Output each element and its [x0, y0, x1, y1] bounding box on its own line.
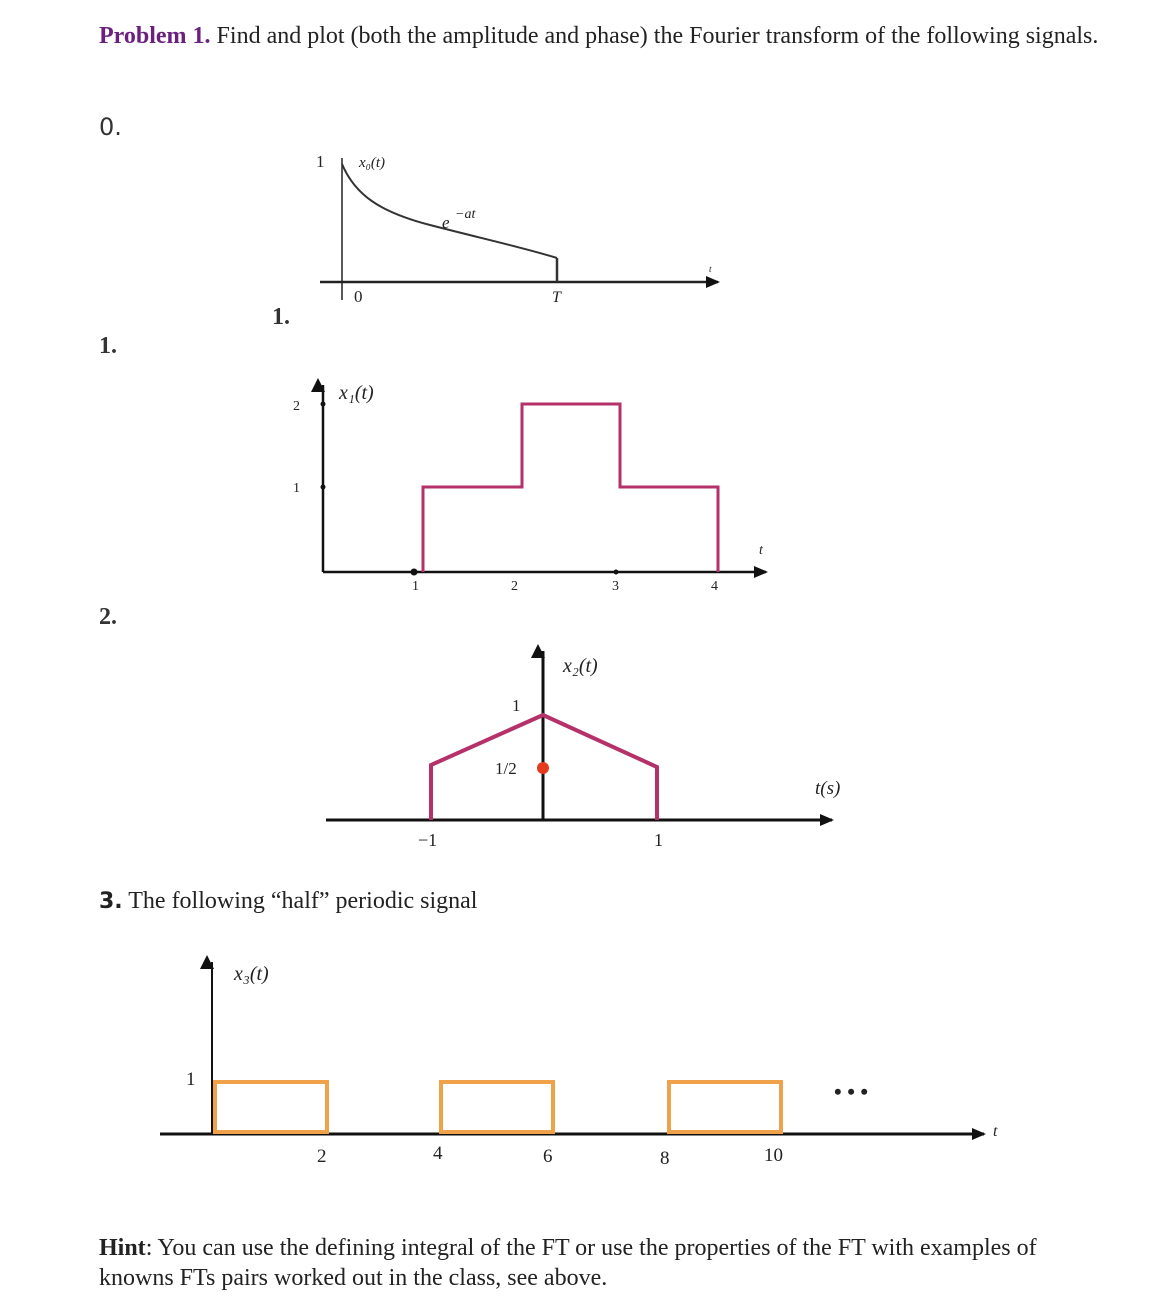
plot1-y-tick-2: 2 [293, 399, 300, 414]
plot1-y-tick-2-dot [321, 402, 326, 407]
plot0-expr: e [442, 213, 450, 232]
plot2-t-label: t(s) [815, 778, 841, 799]
plot1-y-tick-1-dot [321, 485, 326, 490]
plot0-exp-curve [342, 164, 557, 258]
plot1-x-tick-4: 4 [711, 579, 718, 594]
plot3-x-tick-4: 4 [433, 1143, 443, 1164]
plot1-y-tick-1: 1 [293, 481, 300, 496]
plot1-x-tick-1: 1 [412, 579, 419, 594]
sub-item-1-number: 1. [272, 304, 290, 330]
plot-x2 [326, 651, 840, 850]
plot2-x-tick-minus1: −1 [418, 830, 438, 850]
hint-label: Hint [99, 1235, 146, 1261]
item-2-number: 2. [99, 604, 117, 630]
plot1-x-tick-2: 2 [511, 579, 518, 594]
plot3-continuation-dots: • • • [834, 1079, 869, 1104]
hint-text: : You can use the defining integral of the FT or use the properties of the FT with examples of knowns FTs pairs worked out in the class, see above. [99, 1235, 1037, 1291]
plot2-x-tick-1: 1 [654, 830, 663, 850]
item-3-number: 3. [99, 889, 123, 914]
plot3-pulse-1 [215, 1082, 327, 1132]
plot1-x-tick-3-dot [614, 570, 619, 575]
plot1-x-tick-3: 3 [612, 579, 619, 594]
plot0-t-label: t [709, 264, 712, 274]
plot3-pulse-2 [441, 1082, 553, 1132]
item-0-number: 0. [99, 113, 122, 141]
plot3-t-label: t [993, 1123, 998, 1140]
plot3-pulse-3 [669, 1082, 781, 1132]
plot0-origin: 0 [354, 287, 363, 306]
plot1-x-tick-1-dot [411, 569, 418, 576]
plot2-half-label: 1/2 [495, 759, 517, 778]
item-3-text: The following “half” periodic signal [128, 888, 478, 914]
plot-x1 [293, 382, 766, 594]
plot1-signal [423, 404, 718, 572]
plot1-ylabel: x₁(t) [339, 382, 374, 404]
plot2-y-tick-1: 1 [512, 696, 521, 715]
plot-x3 [160, 962, 998, 1169]
problem-label: Problem 1. [99, 23, 211, 49]
plot3-y-tick-1: 1 [186, 1069, 196, 1090]
plot3-x-tick-10: 10 [764, 1145, 783, 1166]
plot2-half-point [537, 762, 549, 774]
plot3-ylabel: x₃(t) [234, 963, 269, 985]
item-1-number: 1. [99, 333, 117, 359]
plot-x0 [316, 152, 718, 306]
problem-text: Find and plot (both the amplitude and phase) the Fourier transform of the following signals. [216, 23, 1099, 49]
plot0-expr-sup: −at [455, 207, 476, 222]
plot2-ylabel: x₂(t) [563, 655, 598, 677]
plot0-T-label: T [552, 289, 561, 306]
plot0-ylabel: x₀(t) [359, 155, 386, 171]
plot3-x-tick-8: 8 [660, 1148, 670, 1169]
plot0-y-tick: 1 [316, 152, 325, 171]
plot1-t-label: t [759, 543, 763, 558]
plot3-x-tick-2: 2 [317, 1146, 327, 1167]
plot3-x-tick-6: 6 [543, 1146, 553, 1167]
